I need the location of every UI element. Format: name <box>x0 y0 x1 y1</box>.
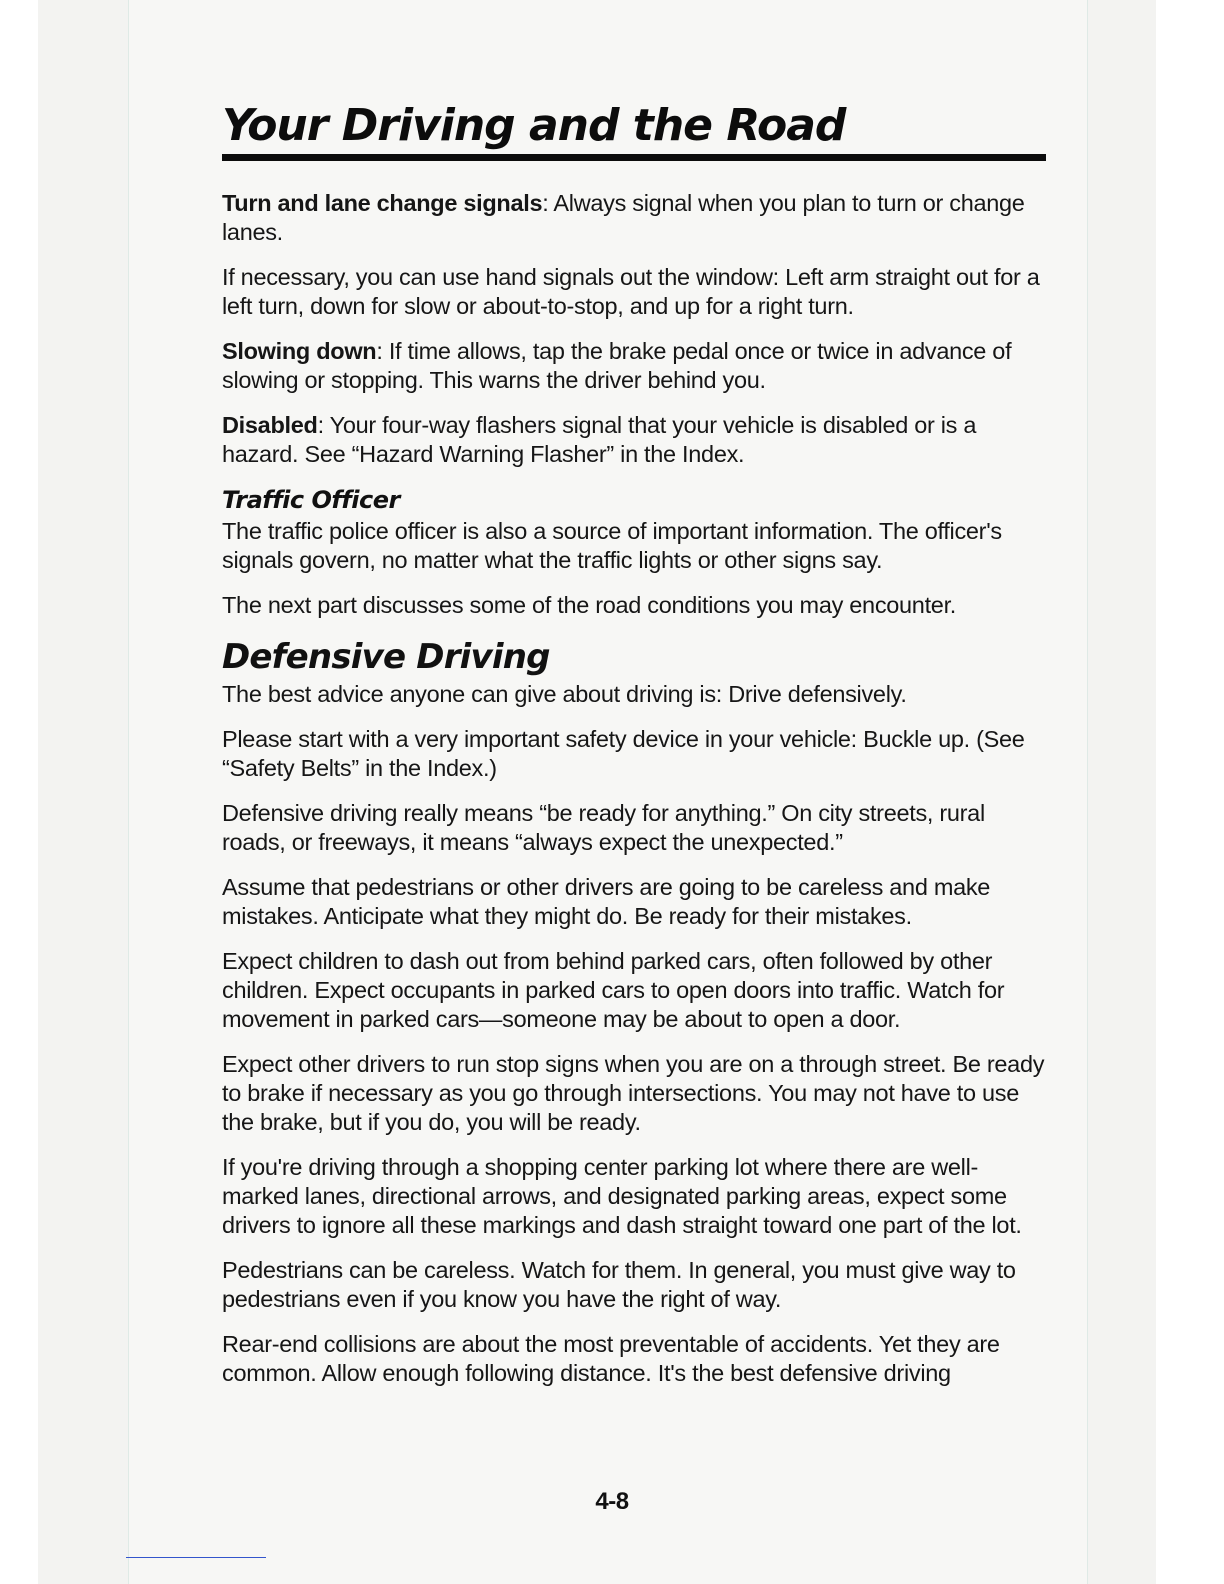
paragraph-be-ready: Defensive driving really means “be ready for anything.” On city streets, rural roads, or freeways, it means “always expect the unexpected.” <box>222 800 985 855</box>
subheading-traffic-officer: Traffic Officer <box>222 486 400 514</box>
lead-term: Disabled <box>222 412 318 438</box>
paragraph-traffic-officer: The traffic police officer is also a source of important information. The officer's signals govern, no matter what the traffic lights or other signs say. <box>222 518 1002 573</box>
paragraph-hand-signals: If necessary, you can use hand signals out the window: Left arm straight out for a left turn, down for slow or about-to-stop, and up for a right turn. <box>222 264 1040 319</box>
paragraph-turn-signals <box>222 189 1046 247</box>
paragraph-children: Expect children to dash out from behind parked cars, often followed by other children. Expect occupants in parked cars to open doors into traffic. Watch for movement in parked cars—someone may be about to open a door. <box>222 948 1005 1032</box>
paragraph-assume-careless: Assume that pedestrians or other drivers are going to be careless and make mistakes. Anticipate what they might do. Be ready for their mistakes. <box>222 874 991 929</box>
paragraph-road-conditions: The next part discusses some of the road conditions you may encounter. <box>222 592 957 618</box>
lead-term: Slowing down <box>222 338 377 364</box>
paragraph-buckle-up: Please start with a very important safety device in your vehicle: Buckle up. (See “Safety Belts” in the Index.) <box>222 726 1025 781</box>
paragraph-disabled <box>222 411 1046 469</box>
paragraph-slowing-down <box>222 337 1046 395</box>
page-title: Your Driving and the Road <box>222 100 846 151</box>
page-content <box>222 96 1046 1404</box>
paragraph-text: : Always signal when you plan to turn or change lanes. <box>222 190 1025 245</box>
page-number: 4-8 <box>595 1488 629 1515</box>
paragraph-text: : If time allows, tap the brake pedal once or twice in advance of slowing or stopping. This warns the driver behind you. <box>222 338 1012 393</box>
lead-term: Turn and lane change signals <box>222 190 543 216</box>
paragraph-text: : Your four-way flashers signal that your vehicle is disabled or is a hazard. See “Hazard Warning Flasher” in the Index. <box>222 412 977 467</box>
paragraph-parking-lot: If you're driving through a shopping center parking lot where there are well-marked lanes, directional arrows, and designated parking areas, expect some drivers to ignore all these markings and dash straight toward one part of the lot. <box>222 1154 1022 1238</box>
link-underline <box>126 1557 266 1558</box>
paragraph-rear-end: Rear-end collisions are about the most preventable of accidents. Yet they are common. Allow enough following distance. It's the best defensive driving <box>222 1331 1000 1386</box>
section-heading-defensive-driving: Defensive Driving <box>222 637 550 677</box>
paragraph-stop-signs: Expect other drivers to run stop signs when you are on a through street. Be ready to brake if necessary as you go through intersections. You may not have to use the brake, but if you do, you will be ready. <box>222 1051 1045 1135</box>
paragraph-pedestrians: Pedestrians can be careless. Watch for them. In general, you must give way to pedestrians even if you know you have the right of way. <box>222 1257 1016 1312</box>
paragraph-best-advice: The best advice anyone can give about driving is: Drive defensively. <box>222 681 907 707</box>
